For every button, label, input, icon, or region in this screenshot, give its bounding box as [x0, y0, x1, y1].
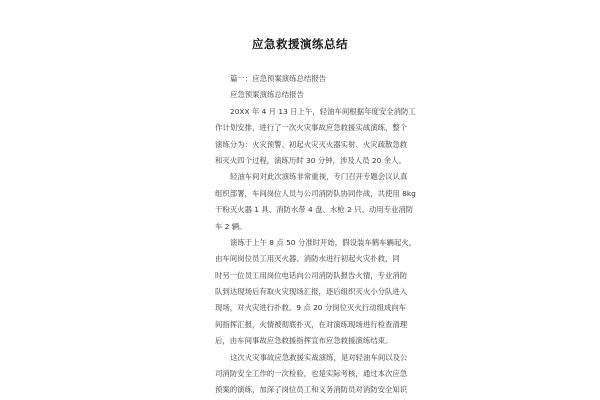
body-text-line: 时另一位员工用岗位电话向公司消防队报告火情，专业消防 [215, 270, 408, 280]
document-title: 应急救援演练总结 [252, 37, 348, 51]
body-text-line: 司消防安全工作的一次检验，也是实际考核，通过本次应急 [215, 369, 408, 379]
body-text-line: 和灭火四个过程，演练历时 30 分钟，涉及人员 20 余人。 [215, 155, 406, 165]
body-text-line: 干粉灭火器 1 具、消防水带 4 盘、水枪 2 只、动用专业消防 [215, 205, 414, 215]
body-text-line: 演练分为：火灾预警、初起火灾灭火器实射、火灾疏散急救 [215, 139, 408, 149]
body-text-line: 作计划安排，进行了一次火灾事故应急救援实战演练，整个 [215, 123, 408, 133]
body-text-line: 预案的演练，加深了岗位员工和义务消防员对消防安全知识 [215, 385, 408, 395]
body-text-line: 车 2 辆。 [215, 221, 247, 231]
body-text-line: 组织部署，车间岗位人员与公司消防队协同作战，共使用 8kg [215, 188, 416, 198]
body-text-line: 这次火灾事故应急救援实战演练，是对轻油车间以及公 [230, 352, 408, 362]
body-text-line: 篇一：应急预案演练总结报告 [230, 74, 327, 83]
body-text-line: 队到达现场后有取火灾现场汇报，逐后组织灭火小分队进入 [215, 287, 408, 297]
body-text-line: 间指挥汇报，火情被彻底扑灭，在对演练现场进行检查清理 [215, 319, 408, 329]
body-text-line: 后，由车间事故应急救援指挥宣布应急救援演练结束。 [215, 336, 393, 346]
document-body [215, 71, 417, 399]
body-text-line: 轻油车间对此次演练非常重视，专门召开专题会议认真 [230, 172, 408, 182]
body-text-line: 由车间岗位员工用灭火器、消防水进行初起火灾扑救，同 [215, 254, 400, 264]
body-text-line: 演练于上午 8 点 50 分准时开始，假设装车鹤车辆起火， [230, 237, 417, 247]
body-text-line: 现场，对火灾进行扑救。9 点 20 分岗位灭火行动组成向车 [215, 303, 407, 313]
body-text-line: 应急预案演练总结报告 [230, 90, 304, 100]
body-text-line: 20XX 年 4 月 13 日上午，轻油车间根据年度安全消防工 [230, 106, 416, 116]
